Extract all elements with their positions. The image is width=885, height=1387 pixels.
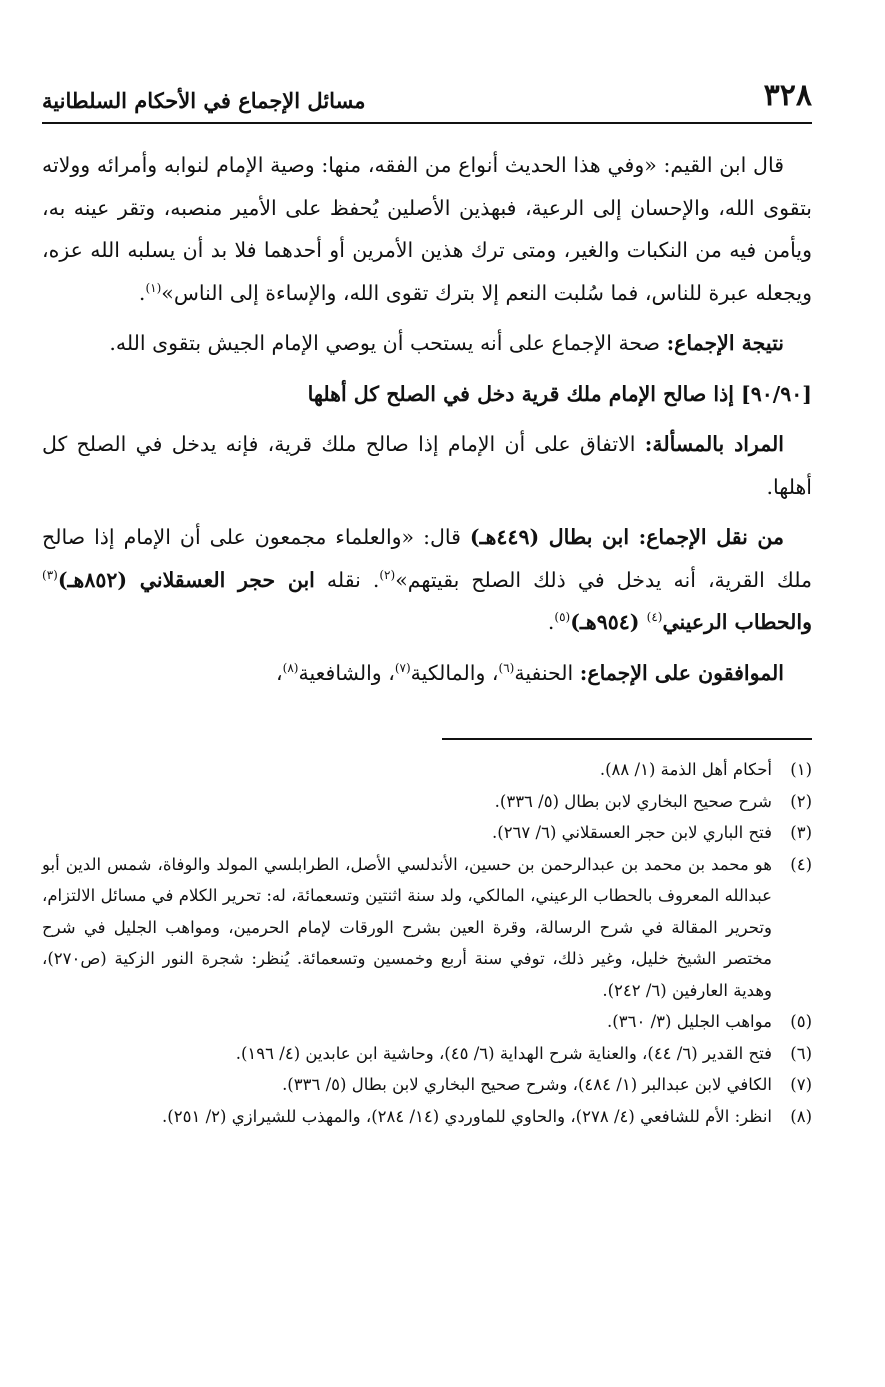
footnote-ref: (٣): [42, 567, 58, 582]
scholar-name: والحطاب الرعيني: [662, 610, 812, 634]
book-page: [42, 78, 812, 1132]
footnote-ref: (٢): [379, 567, 396, 582]
paragraph-text: صحة الإجماع على أنه يستحب أن يوصي الإمام الجيش بتقوى الله.: [109, 331, 667, 355]
footnote-text: أحكام أهل الذمة (١/ ٨٨).: [599, 760, 772, 779]
footnote-item: [42, 786, 812, 818]
footnote-ref: (١): [145, 280, 162, 295]
paragraph-lead: من نقل الإجماع: ابن بطال (٤٤٩هـ): [469, 525, 784, 549]
school-name: ، والمالكية: [410, 660, 499, 685]
footnote-number: (٤): [790, 854, 812, 874]
footnote-number: (٣): [790, 823, 812, 842]
paragraph-text: الاتفاق على أن الإمام إذا صالح ملك قرية، فإنه يدخل في الصلح كل أهلها.: [42, 432, 812, 499]
footnote-ref: (٧): [394, 660, 411, 675]
running-title: مسائل الإجماع في الأحكام السلطانية: [42, 88, 366, 113]
paragraph-text: قال: «والعلماء مجمعون على أن الإمام إذا صالح ملك القرية، أنه يدخل في ذلك الصلح بقيتهم»: [42, 525, 812, 592]
footnote-text: الكافي لابن عبدالبر (١/ ٤٨٤)، وشرح صحيح البخاري لابن بطال (٥/ ٣٣٦).: [282, 1075, 772, 1094]
footnote-ref: (٥): [554, 610, 571, 625]
scholar-date: (٩٥٤هـ): [570, 610, 647, 634]
footnote-text: هو محمد بن محمد بن عبدالرحمن بن حسين، الأندلسي الأصل، الطرابلسي المولد والوفاة، شمس الدين أبو عبدالله المعروف بالحطاب الرعيني، المالكي، ولد سنة اثنتين وتسعمائة، له: تحرير الكلام في مسائل الالتزام، وتحرير المقالة في شرح الرسالة، وقرة العين بشرح الورقات لإمام الحرمين، ومواهب الجليل في شرح مختصر الشيخ خليل، وغير ذلك، توفي سنة أربع وخمسين وتسعمائة. يُنظر: شجرة النور الزكية (ص٢٧٠)، وهدية العارفين (٦/ ٢٤٢).: [42, 854, 772, 1000]
footnote-ref: (٦): [498, 660, 515, 675]
paragraph-agreeing-schools: [42, 652, 812, 695]
paragraph-text: قال ابن القيم: «وفي هذا الحديث أنواع من الفقه، منها: وصية الإمام لنوابه وأمرائه وولاته بتقوى الله، والإحسان إلى الرعية، فبهذين الأصلين يُحفظ على الأمير منصبه، وتقر عينه به، ويأمن فيه من النكبات والغير، ومتى ترك هذين الأمرين أو أحدهما فلا بد أن يسلبه الله عزه، ويجعله عبرة للناس، فما سُلبت النعم إلا بترك تقوى الله، والإساءة إلى الناس»: [42, 153, 812, 305]
school-name: ، والشافعية: [298, 660, 395, 685]
footnote-number: (٨): [790, 1106, 812, 1126]
footnote-ref: (٤): [646, 610, 663, 625]
paragraph-end: ،: [276, 660, 283, 685]
footnote-item: [42, 1069, 812, 1101]
footnote-item: [42, 1006, 812, 1038]
footnote-number: (١): [790, 760, 812, 779]
footnote-number: (٦): [790, 1043, 812, 1063]
footnote-text: فتح القدير (٦/ ٤٤)، والعناية شرح الهداية (٦/ ٤٥)، وحاشية ابن عابدين (٤/ ١٩٦).: [235, 1043, 772, 1063]
main-text: [42, 144, 812, 694]
footnote-text: انظر: الأم للشافعي (٤/ ٢٧٨)، والحاوي للماوردي (١٤/ ٢٨٤)، والمهذب للشيرازي (٢/ ٢٥١).: [162, 1106, 772, 1126]
scholar-name: ابن حجر العسقلاني (٨٥٢هـ): [57, 567, 315, 592]
footnote-text: مواهب الجليل (٣/ ٣٦٠).: [607, 1012, 772, 1031]
footnote-text: فتح الباري لابن حجر العسقلاني (٦/ ٢٦٧).: [492, 823, 772, 842]
footnote-item: [42, 1101, 812, 1133]
footnote-number: (٢): [790, 791, 812, 811]
paragraph-lead: المراد بالمسألة:: [644, 432, 784, 456]
issue-heading: [٩٠/٩٠] إذا صالح الإمام ملك قرية دخل في الصلح كل أهلها: [307, 381, 812, 406]
footnote-item: [42, 754, 812, 786]
footnote-item: [42, 817, 812, 849]
paragraph-end: .: [547, 610, 555, 634]
paragraph-issue-meaning: [42, 423, 812, 508]
paragraph-ijma-transmitters: [42, 516, 812, 644]
paragraph-lead: نتيجة الإجماع:: [666, 331, 784, 355]
footnote-number: (٧): [790, 1075, 812, 1094]
paragraph-text: . نقله: [314, 567, 380, 592]
paragraph-ijma-result: [42, 322, 812, 365]
footnotes: [42, 754, 812, 1132]
running-header: [42, 78, 812, 124]
footnote-separator: [442, 738, 812, 740]
footnote-text: شرح صحيح البخاري لابن بطال (٥/ ٣٣٦).: [494, 791, 772, 811]
footnote-ref: (٨): [282, 660, 299, 675]
footnote-item: [42, 849, 812, 1007]
page-number: ٣٢٨: [763, 78, 812, 113]
school-name: الحنفية: [514, 660, 580, 685]
paragraph-lead: الموافقون على الإجماع:: [579, 660, 784, 685]
paragraph-end: .: [138, 280, 146, 305]
paragraph-ibn-alqayyim: [42, 144, 812, 314]
footnote-number: (٥): [790, 1012, 812, 1031]
footnote-item: [42, 1038, 812, 1070]
